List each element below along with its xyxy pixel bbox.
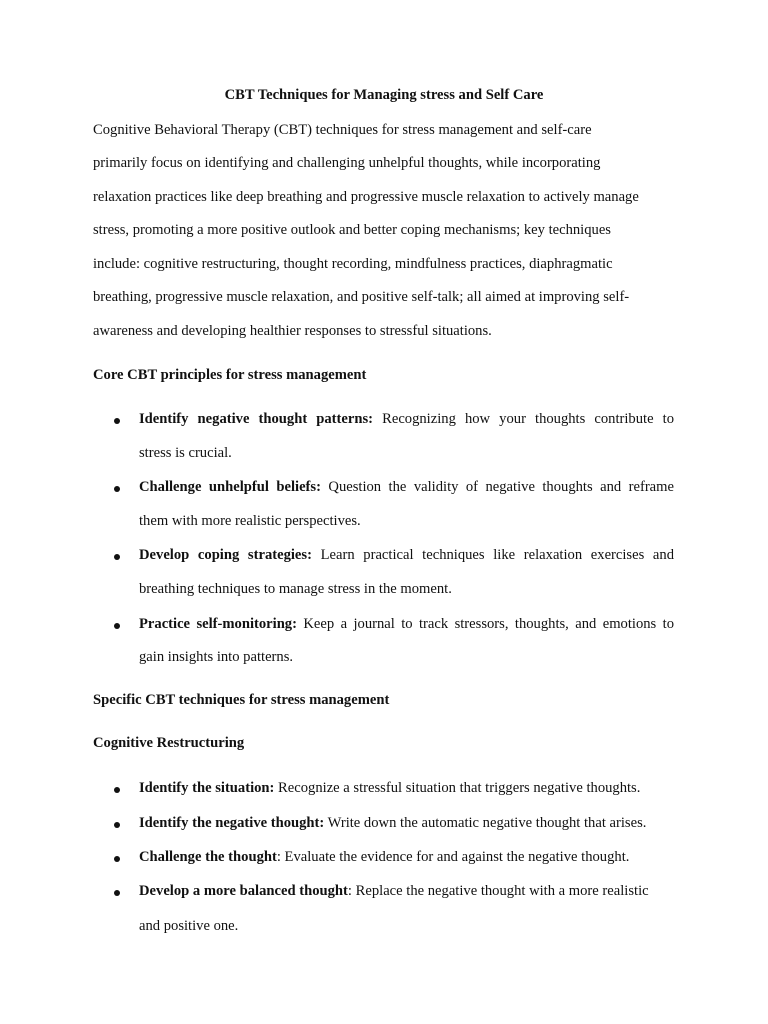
bullet-icon <box>114 418 120 424</box>
core-item-line <box>139 547 674 564</box>
core-item-text: Keep a journal to track stressors, thoughts, and emotions to <box>296 616 674 632</box>
core-item-text: Recognizing how your thoughts contribute to <box>373 411 674 427</box>
bullet-icon <box>114 890 120 896</box>
section-heading-core: Core CBT principles for stress management <box>93 367 367 383</box>
core-item-cont: stress is crucial. <box>139 445 232 461</box>
core-item-term: Develop coping strategies: <box>139 547 312 563</box>
core-item-line <box>139 479 674 496</box>
restructuring-item-term: Challenge the thought <box>139 849 277 865</box>
restructuring-item-line <box>139 780 674 797</box>
core-item-text: Question the validity of negative thoughts and reframe <box>320 479 674 495</box>
bullet-icon <box>114 554 120 560</box>
intro-line: relaxation practices like deep breathing and progressive muscle relaxation to actively manage <box>93 189 639 205</box>
intro-line: include: cognitive restructuring, thought recording, mindfulness practices, diaphragmatic <box>93 256 613 272</box>
restructuring-item-text: Write down the automatic negative thought that arises. <box>324 815 647 831</box>
restructuring-item-line <box>139 815 674 832</box>
subsection-heading-restructuring: Cognitive Restructuring <box>93 735 245 751</box>
intro-line: stress, promoting a more positive outlook and better coping mechanisms; key techniques <box>93 222 611 238</box>
core-item-cont: gain insights into patterns. <box>139 649 294 665</box>
core-item-cont: them with more realistic perspectives. <box>139 513 361 529</box>
core-item-term: Challenge unhelpful beliefs: <box>139 479 321 495</box>
restructuring-item-cont: and positive one. <box>139 918 239 934</box>
bullet-icon <box>114 623 120 629</box>
restructuring-item-term: Identify the situation: <box>139 780 275 796</box>
document-title: CBT Techniques for Managing stress and Self Care <box>224 87 544 103</box>
bullet-icon <box>114 822 120 828</box>
intro-line: awareness and developing healthier responses to stressful situations. <box>93 323 492 339</box>
restructuring-item-term: Identify the negative thought: <box>139 815 325 831</box>
core-item-text: Learn practical techniques like relaxation exercises and <box>311 547 674 563</box>
restructuring-item-text: Recognize a stressful situation that triggers negative thoughts. <box>274 780 641 796</box>
bullet-icon <box>114 486 120 492</box>
restructuring-item-text: : Replace the negative thought with a more realistic <box>347 883 649 899</box>
restructuring-item-term: Develop a more balanced thought <box>139 883 348 899</box>
section-heading-specific: Specific CBT techniques for stress management <box>93 692 390 708</box>
intro-line: breathing, progressive muscle relaxation, and positive self-talk; all aimed at improving self- <box>93 289 630 305</box>
bullet-icon <box>114 787 120 793</box>
restructuring-item-text: : Evaluate the evidence for and against the negative thought. <box>276 849 630 865</box>
restructuring-item-line <box>139 883 674 900</box>
core-item-line <box>139 411 674 428</box>
restructuring-item-line <box>139 849 674 866</box>
core-item-cont: breathing techniques to manage stress in the moment. <box>139 581 452 597</box>
core-item-line <box>139 616 674 633</box>
intro-line: primarily focus on identifying and challenging unhelpful thoughts, while incorporating <box>93 155 601 171</box>
core-item-term: Practice self-monitoring: <box>139 616 297 632</box>
core-item-term: Identify negative thought patterns: <box>139 411 374 427</box>
intro-line: Cognitive Behavioral Therapy (CBT) techniques for stress management and self-care <box>93 122 592 138</box>
bullet-icon <box>114 856 120 862</box>
